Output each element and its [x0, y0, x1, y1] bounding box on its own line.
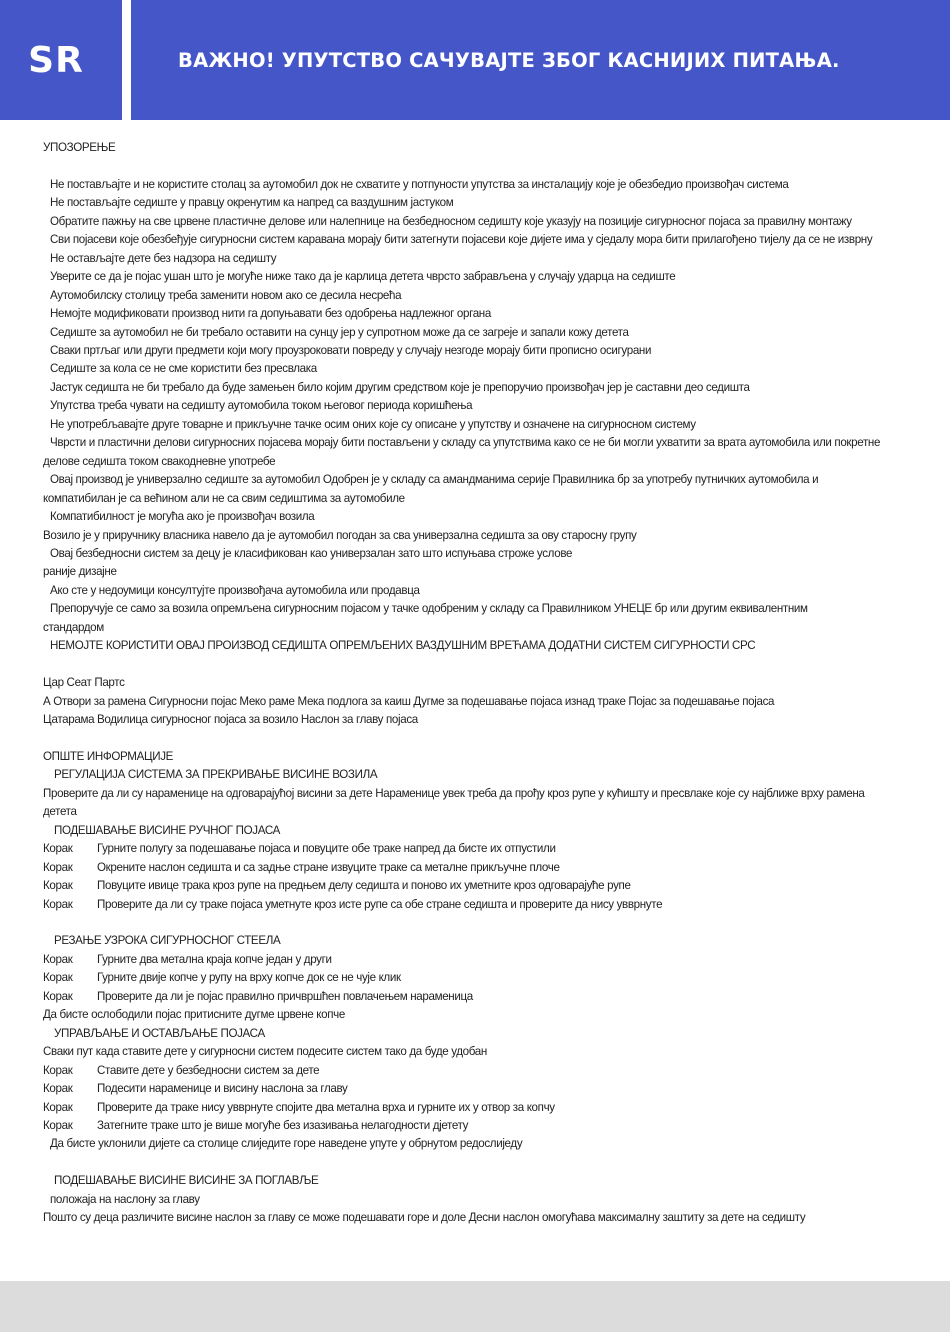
step-label: Корак: [43, 989, 73, 1003]
paragraph-line: Пошто су деца различите висине наслон за главу се може подешавати горе и доле Десни наслон омогућава максималну заштиту за дете на седишту: [43, 1211, 806, 1225]
warning-line: компатибилан је са већином али не са свим седиштима за аутомобиле: [43, 491, 405, 505]
step-text: Затегните траке што је више могуће без изазивања нелагодности дјетету: [97, 1118, 469, 1132]
step-text: Проверите да ли су траке појаса уметнуте кроз исте рупе са обе стране седишта и проверите да нису увврнуте: [97, 897, 663, 911]
step-text: Проверите да ли је појас правилно причвршћен повлачењем нараменица: [97, 989, 473, 1003]
step-item: [43, 859, 908, 877]
warning-line: Овај безбедносни систем за децу је класификован као универзалан зато што испуњава строже услове: [50, 546, 573, 560]
warning-line: Не остављајте дете без надзора на седишту: [50, 251, 277, 265]
paragraph-line: детета: [43, 805, 77, 819]
page-title: ВАЖНО! УПУТСТВО САЧУВАЈТЕ ЗБОГ КАСНИЈИХ ПИТАЊА.: [178, 48, 840, 72]
warning-heading: УПОЗОРЕЊЕ: [43, 141, 116, 154]
step-text: Гурните полугу за подешавање појаса и повуците обе траке напред да бисте их отпустили: [97, 842, 556, 856]
title-banner: [131, 0, 950, 120]
step-item: [43, 951, 908, 969]
step-item: [43, 840, 908, 858]
warning-line: Не постављајте и не користите столац за аутомобил док не схватите у потпуности упутства за инсталацију које је обезбедио произвођач система: [50, 177, 789, 191]
paragraph-line: Да бисте уклонили дијете са столице слиједите горе наведене упуте у обрнутом редослиједу: [50, 1137, 523, 1151]
warning-line: Сваки пртљаг или други предмети који могу проузроковати повреду у случају незгоде морају бити прописно осигурани: [50, 343, 652, 357]
step-label: Корак: [43, 1082, 73, 1096]
parts-line: Цатарама Водилица сигурносног појаса за возило Наслон за главу појаса: [43, 713, 418, 727]
section-heading: РЕЗАЊЕ УЗРОКА СИГУРНОСНОГ СТЕЕЛА: [54, 934, 281, 948]
step-item: [43, 988, 908, 1006]
warning-line: Препоручује се само за возила опремљена сигурносним појасом у тачке одобреним у складу са Правилником УНЕЦЕ бр или другим еквивалентним: [50, 602, 808, 616]
step-text: Проверите да траке нису увврнуте спојите два метална врха и гурните их у отвор за копчу: [97, 1100, 555, 1114]
step-label: Корак: [43, 952, 73, 966]
general-heading: ОПШТЕ ИНФОРМАЦИЈЕ: [43, 749, 174, 763]
warning-line: Чврсти и пластични делови сигурносних појасева морају бити постављени у складу са упутствима како се не би могли ухватити за врата аутомобила или покретне: [50, 436, 881, 450]
spacer: [43, 914, 908, 932]
step-text: Окрените наслон седишта и са задње стране извуците траке са металне прикључне плоче: [97, 860, 560, 874]
warning-line: Овај производ је универзално седиште за аутомобил Одобрен је у складу са амандманима серије Правилника бр за употребу путничких аутомобила и: [50, 473, 819, 487]
step-label: Корак: [43, 1118, 73, 1132]
warning-line: Седиште за кола се не сме користити без пресвлака: [50, 362, 317, 376]
spacer: [43, 157, 908, 175]
warning-line: Не постављајте седиште у правцу окренутим ка напред са ваздушним јастуком: [50, 196, 454, 210]
language-badge: [0, 0, 122, 120]
step-label: Корак: [43, 1100, 73, 1114]
warning-line: Упутства треба чувати на седишту аутомобила током његовог периода коришћења: [50, 399, 473, 413]
step-label: Корак: [43, 842, 73, 856]
section-heading: ПОДЕШАВАЊЕ ВИСИНЕ РУЧНОГ ПОЈАСА: [54, 823, 280, 837]
paragraph-line: Да бисте ослободили појас притисните дугме црвене копче: [43, 1008, 345, 1022]
warning-line: Немојте модификовати производ нити га допуњавати без одобрења надлежног органа: [50, 307, 491, 321]
warning-line: стандардом: [43, 620, 104, 634]
warning-line: Јастук седишта не би требало да буде замењен било којим другим средством које је препоручио произвођач јер је саставни део седишта: [50, 380, 750, 394]
step-text: Гурните двије копче у рупу на врху копче док се не чује клик: [97, 971, 401, 985]
parts-heading: Цар Сеат Партс: [43, 676, 125, 690]
step-item: [43, 1099, 908, 1117]
page-header: [0, 0, 950, 120]
step-text: Ставите дете у безбедносни систем за дете: [97, 1063, 320, 1077]
paragraph-line: Сваки пут када ставите дете у сигурносни систем подесите систем тако да буде удобан: [43, 1045, 487, 1059]
paragraph-line: положаја на наслону за главу: [50, 1192, 200, 1206]
step-label: Корак: [43, 971, 73, 985]
warning-line: Аутомобилску столицу треба заменити новом ако се десила несрећа: [50, 288, 402, 302]
warning-line: Сви појасеви које обезбеђује сигурносни систем каравана морају бити затегнути појасеви које дијете има у сједалу мора бити прилагођено тијелу да се не изврну: [50, 233, 873, 247]
section-heading: УПРАВЉАЊЕ И ОСТАВЉАЊЕ ПОЈАСА: [54, 1026, 265, 1040]
step-item: [43, 969, 908, 987]
step-item: [43, 1080, 908, 1098]
footer-bar: [0, 1281, 950, 1332]
warning-line: Компатибилност је могућа ако је произвођач возила: [50, 510, 315, 524]
warning-line: Седиште за аутомобил не би требало оставити на сунцу јер у супротном може да се загреје и запали кожу детета: [50, 325, 629, 339]
spacer: [43, 1154, 908, 1172]
language-code: SR: [28, 39, 84, 81]
section-heading: РЕГУЛАЦИЈА СИСТЕМА ЗА ПРЕКРИВАЊЕ ВИСИНЕ ВОЗИЛА: [54, 768, 378, 782]
warning-line: Уверите се да је појас ушан што је могуће ниже тако да је карлица детета чврсто забрављена у случају ударца на седиште: [50, 270, 676, 284]
section-heading: ПОДЕШАВАЊЕ ВИСИНЕ ВИСИНЕ ЗА ПОГЛАВЉЕ: [54, 1174, 319, 1188]
warning-line: НЕМОЈТЕ КОРИСТИТИ ОВАЈ ПРОИЗВОД СЕДИШТА ОПРЕМЉЕНИХ ВАЗДУШНИМ ВРЕЋАМА ДОДАТНИ СИСТЕМ СИГУРНОСТИ СРС: [50, 639, 756, 653]
warning-line: Обратите пажњу на све црвене пластичне делове или налепнице на безбедносном седишту које указују на позиције сигурносног појаса за правилну монтажу: [50, 214, 852, 228]
step-text: Гурните два метална краја копче један у други: [97, 952, 332, 966]
document-body: [43, 139, 908, 1228]
warning-line: Возило је у приручнику власника навело да је аутомобил погодан за сва универзална седишта за ову старосну групу: [43, 528, 637, 542]
step-label: Корак: [43, 897, 73, 911]
step-label: Корак: [43, 879, 73, 893]
parts-line: А Отвори за рамена Сигурносни појас Меко раме Мека подлога за каиш Дугме за подешавање појаса изнад траке Појас за подешавање појаса: [43, 694, 775, 708]
step-text: Повуците ивице трака кроз рупе на предњем делу седишта и поново их уметните кроз одговарајуће рупе: [97, 879, 631, 893]
step-label: Корак: [43, 860, 73, 874]
paragraph-line: Проверите да ли су нараменице на одговарајућој висини за дете Нараменице увек треба да прођу кроз рупе у кућишту и пресвлаке које су најближе врху рамена: [43, 786, 865, 800]
warning-line: делове седишта током свакодневне употребе: [43, 454, 276, 468]
step-item: [43, 1117, 908, 1135]
warning-line: Ако сте у недоумици консултујте произвођача аутомобила или продавца: [50, 583, 420, 597]
step-item: [43, 896, 908, 914]
step-text: Подесити нараменице и висину наслона за главу: [97, 1082, 348, 1096]
spacer: [43, 656, 908, 674]
step-item: [43, 1062, 908, 1080]
step-label: Корак: [43, 1063, 73, 1077]
warning-line: раније дизајне: [43, 565, 117, 579]
warning-line: Не употребљавајте друге товарне и прикључне тачке осим оних које су описане у упутству и означене на сигурносном систему: [50, 417, 696, 431]
step-item: [43, 877, 908, 895]
spacer: [43, 729, 908, 747]
